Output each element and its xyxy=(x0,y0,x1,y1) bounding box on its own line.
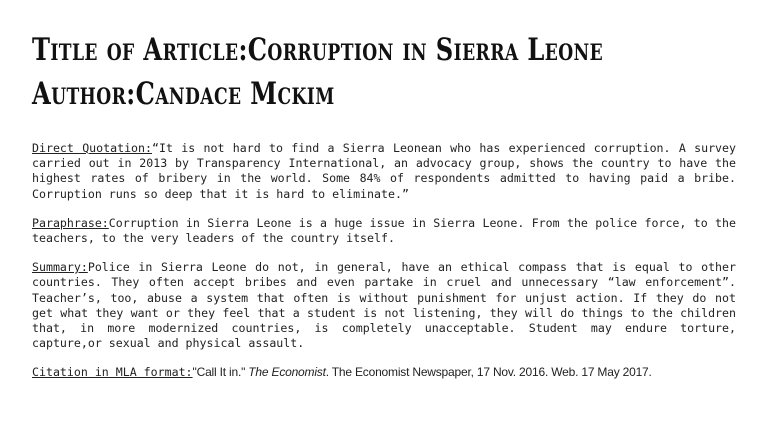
paraphrase-label: Paraphrase: xyxy=(32,215,109,230)
summary-paragraph xyxy=(32,260,736,351)
paraphrase-paragraph xyxy=(32,216,736,246)
direct-quotation-label: Direct Quotation: xyxy=(32,141,152,155)
slide-body xyxy=(32,141,736,395)
citation-part2: . The Economist Newspaper, 17 Nov. 2016. Web. 17 May 2017. xyxy=(325,365,652,380)
citation-paragraph xyxy=(32,365,736,380)
summary-text: Police in Sierra Leone do not, in general, have an ethical compass that is equal to other countries. They often accept bribes and even partake in cruel and unnecessary “law enforcement”. Teacher’s, too, abuse a system that often is without punishment for unjust action. If they do not get what they want or they feel that a student is not listening, they will do things to the children that, in more modernized countries, is completely unacceptable. Student may endure torture, capture,or sexual and physical assault. xyxy=(32,260,736,351)
paraphrase-text: Corruption in Sierra Leone is a huge issue in Sierra Leone. From the police force, to the teachers, to the very leaders of the country itself. xyxy=(32,215,736,246)
direct-quotation-paragraph xyxy=(32,141,736,202)
citation-text xyxy=(193,365,652,379)
page-title: Title of Article:Corruption in Sierra Leone Author:Candace Mckim xyxy=(32,32,604,112)
citation-label: Citation in MLA format: xyxy=(32,365,193,380)
citation-part1: "Call It in." xyxy=(192,365,249,380)
citation-publication: The Economist xyxy=(248,365,326,380)
direct-quotation-text: “It is not hard to find a Sierra Leonean who has experienced corruption. A survey carried out in 2013 by Transparency International, an advocacy group, shows the country to have the highest rates of bribery in the world. Some 84% of respondents admitted to having paid a bribe. Corruption runs so deep that it is hard to eliminate.” xyxy=(32,141,736,201)
summary-label: Summary: xyxy=(32,260,88,275)
